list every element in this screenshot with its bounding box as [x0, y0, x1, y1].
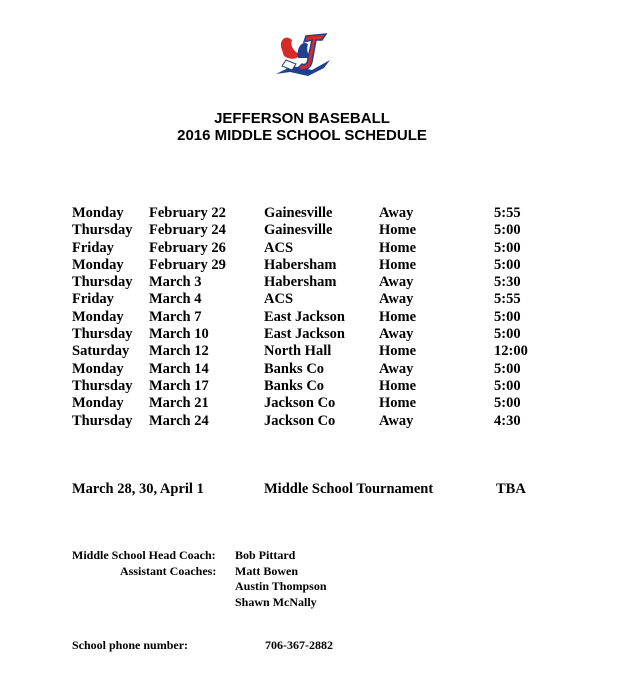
head-coach-label: Middle School Head Coach: — [72, 548, 216, 562]
game-day: Thursday — [72, 274, 133, 291]
game-date: March 12 — [149, 343, 209, 360]
game-day: Saturday — [72, 343, 130, 360]
jefferson-logo-icon — [272, 30, 334, 78]
game-day: Monday — [72, 308, 124, 325]
game-opponent: Jackson Co — [264, 412, 336, 429]
game-opponent: Gainesville — [264, 205, 333, 221]
game-time: 5:00 — [494, 360, 521, 377]
game-day: Friday — [72, 239, 114, 256]
game-location: Home — [379, 222, 417, 239]
game-time: 5:00 — [494, 256, 521, 273]
game-day: Thursday — [72, 326, 133, 343]
tournament-dates: March 28, 30, April 1 — [72, 481, 204, 497]
game-date: March 7 — [149, 308, 202, 325]
assistant-coach-name: Matt Bowen — [235, 564, 298, 578]
game-location: Away — [379, 360, 414, 377]
game-date: March 10 — [149, 326, 209, 343]
game-location: Away — [379, 291, 414, 308]
game-opponent: East Jackson — [264, 308, 345, 325]
game-location: Away — [379, 274, 414, 291]
game-day: Thursday — [72, 412, 133, 429]
game-time: 5:00 — [494, 239, 521, 256]
game-location: Home — [379, 308, 417, 325]
game-opponent: ACS — [264, 239, 294, 256]
game-day: Monday — [72, 205, 124, 221]
game-location: Home — [379, 343, 417, 360]
game-date: March 14 — [149, 360, 209, 377]
game-location: Away — [379, 326, 414, 343]
game-location: Away — [379, 205, 414, 221]
game-time: 5:00 — [494, 308, 521, 325]
game-time: 5:00 — [494, 222, 521, 239]
game-time: 5:55 — [494, 291, 521, 308]
game-opponent: North Hall — [264, 343, 332, 360]
game-location: Home — [379, 395, 417, 412]
game-date: March 17 — [149, 377, 209, 394]
game-date: February 29 — [149, 256, 226, 273]
game-opponent: Banks Co — [264, 377, 325, 394]
game-date: March 3 — [149, 274, 202, 291]
game-day: Thursday — [72, 377, 133, 394]
page-title: JEFFERSON BASEBALL — [214, 110, 390, 127]
game-location: Home — [379, 256, 417, 273]
game-time: 5:00 — [494, 377, 521, 394]
head-coach-name: Bob Pittard — [235, 548, 296, 562]
game-time: 5:55 — [494, 205, 521, 221]
game-day: Monday — [72, 395, 124, 412]
game-opponent: Habersham — [264, 256, 337, 273]
game-location: Home — [379, 239, 417, 256]
assistant-coach-name: Shawn McNally — [235, 595, 317, 609]
game-date: March 21 — [149, 395, 209, 412]
assistant-coach-name: Austin Thompson — [235, 579, 327, 593]
game-date: February 26 — [149, 239, 226, 256]
game-location: Away — [379, 412, 414, 429]
phone-label: School phone number: — [72, 638, 189, 652]
game-opponent: Jackson Co — [264, 395, 336, 412]
tournament-time: TBA — [496, 481, 526, 497]
phone-number: 706-367-2882 — [265, 638, 333, 652]
tournament-name: Middle School Tournament — [264, 481, 434, 497]
game-opponent: East Jackson — [264, 326, 345, 343]
assistant-coaches-label: Assistant Coaches: — [120, 564, 217, 578]
game-time: 5:30 — [494, 274, 521, 291]
game-day: Monday — [72, 256, 124, 273]
game-opponent: Habersham — [264, 274, 337, 291]
game-date: February 24 — [149, 222, 226, 239]
game-day: Monday — [72, 360, 124, 377]
game-day: Friday — [72, 291, 114, 308]
game-time: 5:00 — [494, 395, 521, 412]
game-day: Thursday — [72, 222, 133, 239]
game-opponent: ACS — [264, 291, 294, 308]
game-time: 12:00 — [494, 343, 528, 360]
game-opponent: Banks Co — [264, 360, 325, 377]
page-subtitle: 2016 MIDDLE SCHOOL SCHEDULE — [177, 127, 427, 144]
game-time: 4:30 — [494, 412, 521, 429]
game-time: 5:00 — [494, 326, 521, 343]
game-date: February 22 — [149, 205, 226, 221]
game-date: March 24 — [149, 412, 209, 429]
game-date: March 4 — [149, 291, 202, 308]
game-location: Home — [379, 377, 417, 394]
game-opponent: Gainesville — [264, 222, 333, 239]
